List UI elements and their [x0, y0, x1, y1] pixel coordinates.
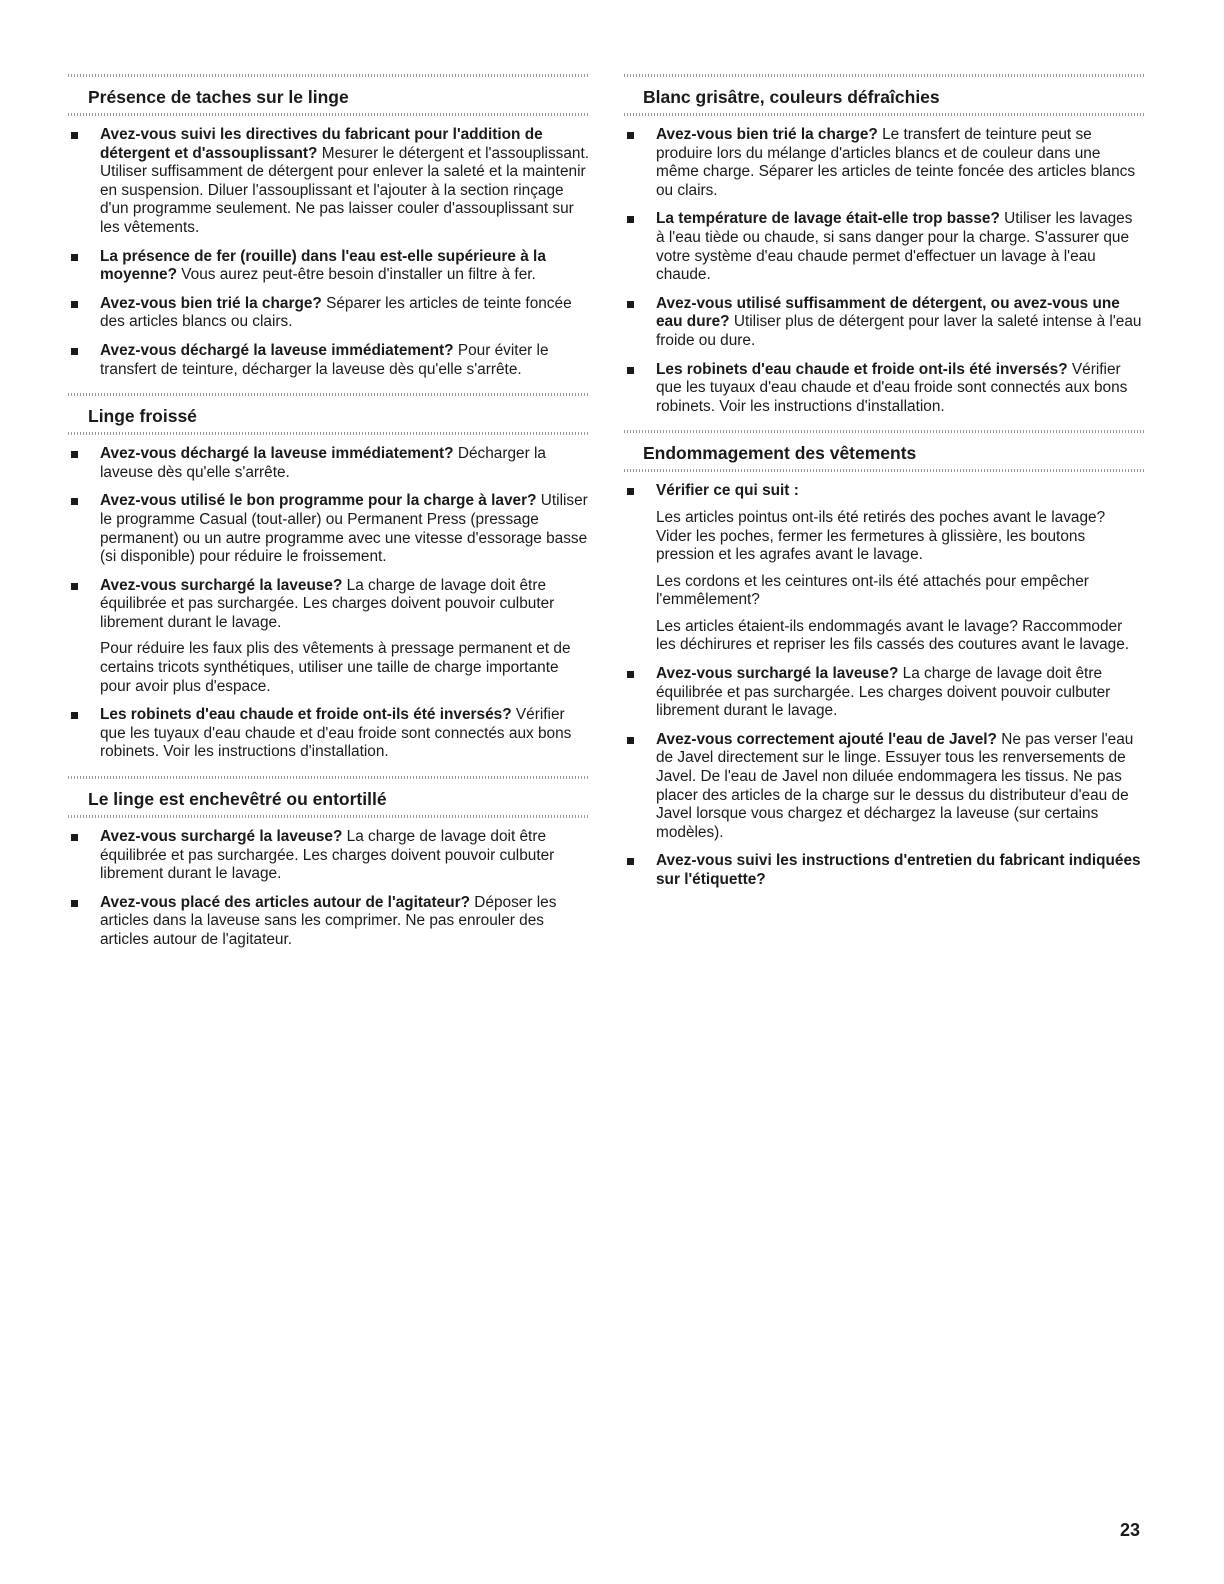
- item-text: Le transfert de teinture peut se produire lors du mélange d'articles blancs et de couleur dans une même charge. Séparer les articles de teinte foncée des articles blancs ou clairs.: [656, 126, 1136, 199]
- item-text: Séparer les articles de teinte foncée des articles blancs ou clairs.: [100, 294, 572, 331]
- section-rule: [624, 469, 1144, 472]
- item-paragraph: Les cordons et les ceintures ont-ils été attachés pour empêcher l'emmêlement?: [656, 572, 1089, 609]
- square-bullet-icon: [71, 834, 78, 841]
- item-question: La présence de fer (rouille) dans l'eau est-elle supérieure à la moyenne?: [100, 247, 546, 284]
- item-list: [68, 828, 590, 950]
- square-bullet-icon: [627, 737, 634, 744]
- item-text: Vérifier que les tuyaux d'eau chaude et d'eau froide sont connectés aux bons robinets. Voir les instructions d'installation.: [656, 360, 1128, 415]
- item-text: La charge de lavage doit être équilibrée et pas surchargée. Les charges doivent pouvoir culbuter librement durant le lavage.: [656, 665, 1111, 720]
- item-question: Avez-vous utilisé le bon programme pour la charge à laver?: [100, 492, 537, 510]
- list-item: [624, 852, 1144, 889]
- square-bullet-icon: [71, 301, 78, 308]
- item-question: Avez-vous placé des articles autour de l'agitateur?: [100, 893, 471, 911]
- section-heading: Blanc grisâtre, couleurs défraîchies: [643, 87, 940, 107]
- list-item: [68, 295, 590, 332]
- square-bullet-icon: [71, 712, 78, 719]
- item-question: Avez-vous surchargé la laveuse?: [656, 665, 899, 683]
- list-item: [624, 361, 1144, 417]
- square-bullet-icon: [627, 488, 634, 495]
- item-question: Avez-vous suivi les instructions d'entretien du fabricant indiquées sur l'étiquette?: [656, 852, 1141, 888]
- item-question: Avez-vous bien trié la charge?: [656, 126, 878, 143]
- item-list: [68, 445, 590, 762]
- item-question: Les robinets d'eau chaude et froide ont-ils été inversés?: [656, 360, 1068, 378]
- item-text: Utiliser le programme Casual (tout-aller) ou Permanent Press (pressage permanent) ou un autre programme avec une vitesse d'essorage basse (si disponible) pour réduire le froissement.: [100, 492, 588, 566]
- item-note: Pour réduire les faux plis des vêtements à pressage permanent et de certains tricots synthétiques, utiliser une taille de charge importante pour avoir plus d'espace.: [100, 640, 571, 695]
- list-item: [624, 731, 1144, 843]
- item-question: Avez-vous déchargé la laveuse immédiatement?: [100, 445, 454, 463]
- item-question: Vérifier ce qui suit :: [656, 482, 799, 500]
- section-rule: [68, 432, 590, 435]
- square-bullet-icon: [627, 216, 634, 223]
- section-heading: Le linge est enchevêtré ou entortillé: [88, 789, 387, 810]
- item-paragraph: Les articles pointus ont-ils été retirés des poches avant le lavage? Vider les poches, fermer les fermetures à glissière, les boutons pression et les agrafes avant le lavage.: [656, 508, 1106, 564]
- left-column: [68, 74, 590, 964]
- item-text: Décharger la laveuse dès qu'elle s'arrête.: [100, 445, 546, 481]
- square-bullet-icon: [71, 900, 78, 907]
- list-item: [624, 210, 1144, 284]
- list-item: [68, 894, 590, 950]
- square-bullet-icon: [71, 498, 78, 505]
- section-stains: [68, 74, 590, 379]
- item-question: Avez-vous suivi les directives du fabricant pour l'addition de détergent et d'assouplissant?: [100, 126, 543, 162]
- item-text: La charge de lavage doit être équilibrée et pas surchargée. Les charges doivent pouvoir culbuter librement durant le lavage.: [100, 576, 555, 631]
- square-bullet-icon: [627, 132, 634, 139]
- section-rule: [624, 113, 1144, 116]
- item-text: Utiliser plus de détergent pour laver la saleté intense à l'eau froide ou dure.: [656, 313, 1142, 349]
- square-bullet-icon: [627, 367, 634, 374]
- item-list: [624, 126, 1144, 416]
- item-question: La température de lavage était-elle trop basse?: [656, 210, 1000, 228]
- section-wrinkled: [68, 393, 590, 762]
- list-item: [68, 445, 590, 482]
- item-question: Avez-vous déchargé la laveuse immédiatement?: [100, 341, 454, 359]
- section-rule: [68, 815, 590, 818]
- item-paragraph: Les articles étaient-ils endommagés avant le lavage? Raccommoder les déchirures et repriser les fils cassés des coutures avant le lavage.: [656, 617, 1130, 654]
- section-heading: Présence de taches sur le linge: [88, 87, 349, 107]
- item-text: Déposer les articles dans la laveuse sans les comprimer. Ne pas enrouler des articles autour de l'agitateur.: [100, 893, 557, 948]
- list-item: [68, 577, 590, 697]
- item-question: Avez-vous surchargé la laveuse?: [100, 576, 343, 594]
- item-question: Avez-vous surchargé la laveuse?: [100, 828, 343, 846]
- list-item: [68, 248, 590, 285]
- item-list: [68, 126, 590, 379]
- square-bullet-icon: [71, 254, 78, 261]
- square-bullet-icon: [627, 671, 634, 678]
- list-item: [68, 828, 590, 884]
- item-text: Ne pas verser l'eau de Javel directement sur le linge. Essuyer tous les renversements de Javel. De l'eau de Javel non diluée endommagera les tissus. Ne pas placer des articles de la charge sur le dessus du distributeur d'eau de Javel lorsque vous chargez et déchargez la laveuse (sur certains modèles).: [656, 730, 1134, 841]
- item-text: Vérifier que les tuyaux d'eau chaude et d'eau froide sont connectés aux bons robinets. Voir les instructions d'installation.: [100, 706, 572, 761]
- item-text: Mesurer le détergent et l'assouplissant. Utiliser suffisamment de détergent pour enlever la saleté et la maintenir en suspension. Diluer l'assouplissant et l'ajouter à la section rinçage d'un programme seulement. Ne pas laisser couler d'assouplissant sur les vêtements.: [100, 144, 590, 236]
- item-question: Avez-vous correctement ajouté l'eau de Javel?: [656, 730, 997, 748]
- item-text: La charge de lavage doit être équilibrée et pas surchargée. Les charges doivent pouvoir culbuter librement durant le lavage.: [100, 828, 555, 883]
- list-item: [68, 126, 590, 238]
- section-tangled: [68, 776, 590, 950]
- square-bullet-icon: [71, 348, 78, 355]
- item-question: Les robinets d'eau chaude et froide ont-ils été inversés?: [100, 706, 512, 724]
- square-bullet-icon: [627, 858, 634, 865]
- section-damage: [624, 430, 1144, 889]
- list-item: [624, 126, 1144, 200]
- item-question: Avez-vous utilisé suffisamment de détergent, ou avez-vous une eau dure?: [656, 294, 1120, 331]
- section-rule: [68, 113, 590, 116]
- list-item: [68, 342, 590, 379]
- square-bullet-icon: [71, 451, 78, 458]
- section-heading: Endommagement des vêtements: [643, 443, 917, 464]
- item-question: Avez-vous bien trié la charge?: [100, 294, 322, 312]
- item-text: Vous aurez peut-être besoin d'installer un filtre à fer.: [176, 266, 536, 284]
- list-item: [624, 295, 1144, 351]
- list-item: [624, 665, 1144, 721]
- item-text: Utiliser les lavages à l'eau tiède ou chaude, si sans danger pour la charge. S'assurer que votre système d'eau chaude permet d'effectuer un lavage à l'eau chaude.: [656, 210, 1133, 284]
- list-item: [624, 482, 1144, 655]
- page-number: 23: [1119, 1520, 1140, 1540]
- item-text: Pour éviter le transfert de teinture, décharger la laveuse dès qu'elle s'arrête.: [100, 341, 549, 378]
- section-grayish-white: [624, 74, 1144, 416]
- square-bullet-icon: [71, 583, 78, 590]
- list-item: [68, 706, 590, 762]
- square-bullet-icon: [71, 132, 78, 139]
- list-item: [68, 492, 590, 566]
- square-bullet-icon: [627, 301, 634, 308]
- right-column: [624, 74, 1144, 904]
- section-heading: Linge froissé: [88, 406, 197, 427]
- item-list: [624, 482, 1144, 889]
